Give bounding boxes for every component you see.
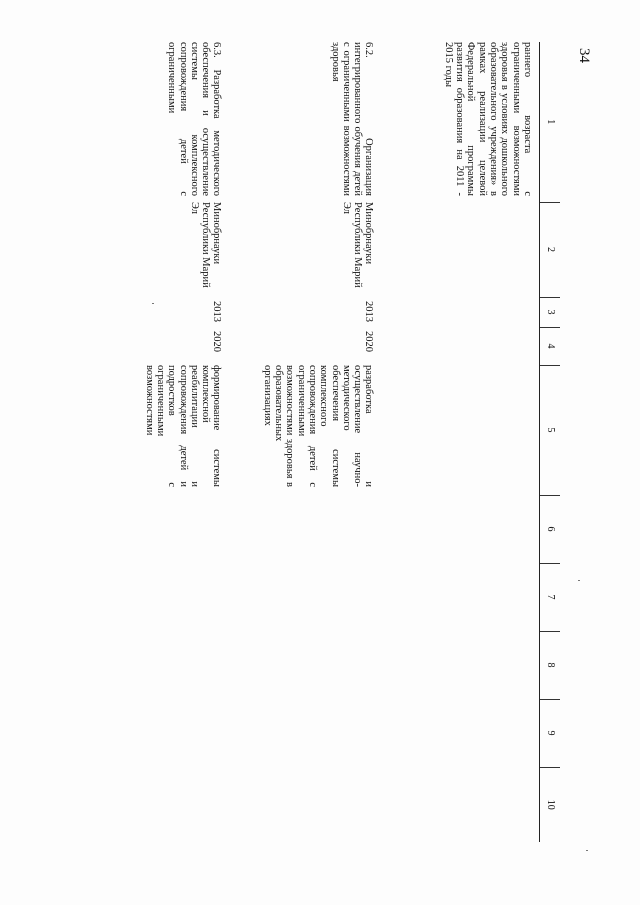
start-year-cell: 2013: [363, 301, 375, 322]
scan-speck: [586, 850, 588, 851]
activity-cell: 6.3. Разработка методического обеспечения и осуществление системы комплексного сопровождения детей с ограниченными: [166, 42, 223, 196]
column-header: 9: [540, 699, 561, 767]
activity-cell: 6.2. Организация интегрированного обучения детей с ограниченными возможностями здоровья: [329, 42, 375, 196]
empty-cell: [230, 631, 382, 699]
column-header: 3: [540, 297, 561, 327]
empty-cell: [382, 631, 540, 699]
column-header: 10: [540, 767, 561, 842]
end-year-cell: 2020: [211, 331, 223, 352]
empty-cell: [382, 495, 540, 563]
empty-cell: [382, 699, 540, 767]
scan-speck: [578, 580, 580, 581]
executor-cell: Минобрнауки Республики Марий Эл: [188, 202, 223, 288]
empty-cell: [230, 767, 382, 842]
empty-cell: [230, 495, 382, 563]
executor-cell: Минобрнауки Республики Марий Эл: [340, 202, 375, 288]
column-header: 1: [540, 42, 561, 202]
activity-table: [110, 42, 561, 842]
column-header: 2: [540, 202, 561, 297]
empty-cell: [110, 495, 230, 563]
empty-cell: [110, 631, 230, 699]
empty-cell: [110, 563, 230, 631]
column-header: 7: [540, 563, 561, 631]
empty-cell: [110, 699, 230, 767]
start-year-cell: [382, 297, 540, 327]
column-header: 5: [540, 365, 561, 495]
empty-cell: [110, 767, 230, 842]
empty-cell: [230, 699, 382, 767]
end-year-cell: [382, 327, 540, 365]
table-row: [382, 42, 540, 842]
empty-cell: [382, 563, 540, 631]
activity-cell: раннего возраста с ограниченными возможностями здоровья в условиях дошкольного образовательного учреждения» в рамках реализации целевой Федеральной программы развития образования на 2011 - 2015 годы: [442, 42, 533, 196]
rotated-table-sheet: [80, 42, 600, 842]
table-row: [230, 42, 382, 842]
empty-cell: [230, 563, 382, 631]
empty-cell: [382, 767, 540, 842]
result-cell: разработка и осуществление научно-методического обеспечения системы комплексного сопровождения детей с ограниченными возможностями здоровья в образовательных организациях: [261, 365, 375, 487]
result-cell: формирование системы комплексной реабилитации и сопровождения детей и подростков с ограниченными возможностями: [143, 365, 223, 487]
column-header: 8: [540, 631, 561, 699]
column-number-header: [540, 42, 561, 842]
end-year-cell: 2020: [363, 331, 375, 352]
executor-cell: [382, 202, 540, 297]
table-row: [110, 42, 230, 842]
column-header: 6: [540, 495, 561, 563]
start-year-cell: 2013: [211, 301, 223, 322]
column-header: 4: [540, 327, 561, 365]
result-cell: [382, 365, 540, 495]
page-number: 34: [576, 48, 592, 63]
scan-speck: [152, 303, 154, 304]
